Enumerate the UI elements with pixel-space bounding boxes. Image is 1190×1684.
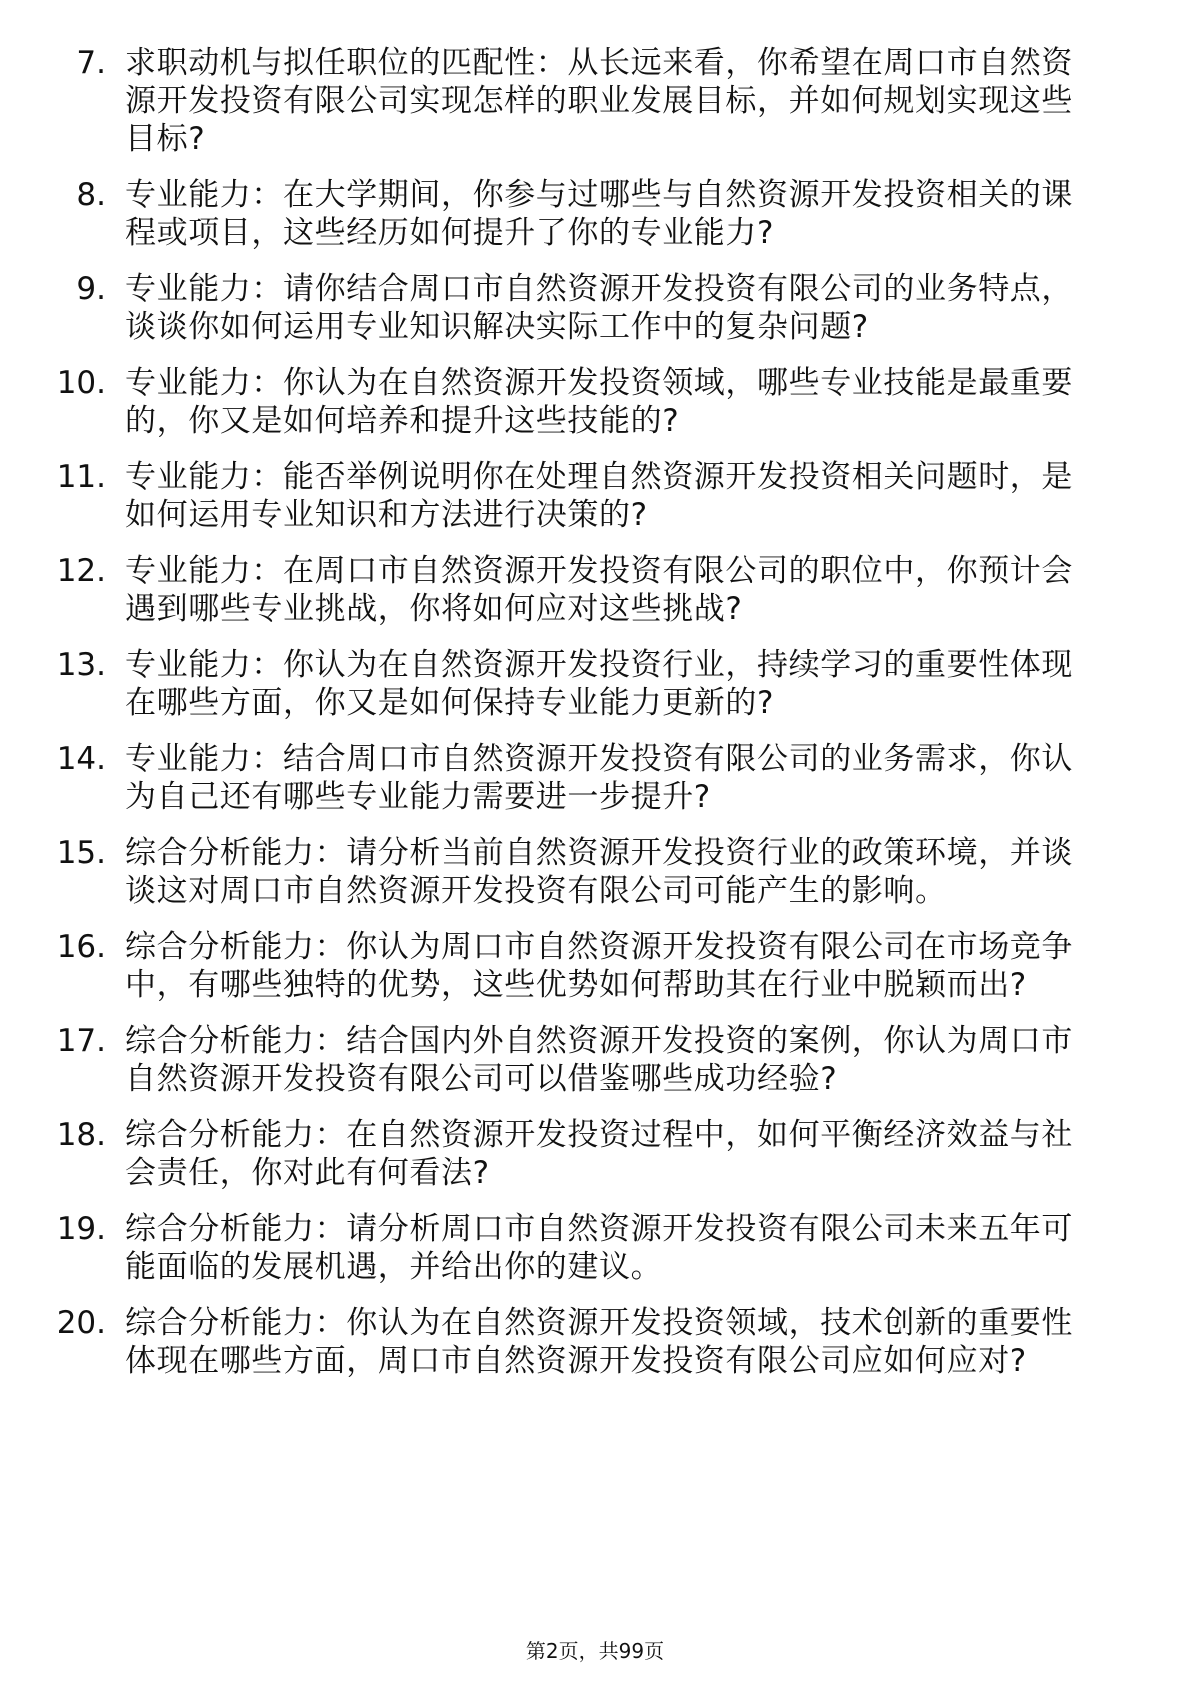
question-number: 19. — [56, 1211, 106, 1247]
question-number: 20. — [56, 1305, 106, 1341]
question-item — [0, 1022, 1190, 1098]
question-item — [0, 1304, 1190, 1380]
question-text: 专业能力：在大学期间，你参与过哪些与自然资源开发投资相关的课程或项目，这些经历如何提升了你的专业能力? — [125, 177, 1073, 251]
question-list — [0, 44, 1190, 1398]
question-text: 综合分析能力：结合国内外自然资源开发投资的案例，你认为周口市自然资源开发投资有限公司可以借鉴哪些成功经验? — [125, 1023, 1073, 1097]
question-item — [0, 834, 1190, 910]
question-text: 专业能力：结合周口市自然资源开发投资有限公司的业务需求，你认为自己还有哪些专业能力需要进一步提升? — [125, 741, 1073, 815]
question-item — [0, 740, 1190, 816]
question-item — [0, 552, 1190, 628]
question-text: 综合分析能力：请分析当前自然资源开发投资行业的政策环境，并谈谈这对周口市自然资源开发投资有限公司可能产生的影响。 — [125, 835, 1073, 909]
question-item — [0, 270, 1190, 346]
question-item — [0, 928, 1190, 1004]
question-number: 9. — [76, 271, 106, 307]
question-item — [0, 458, 1190, 534]
question-number: 10. — [56, 365, 106, 401]
question-item — [0, 1210, 1190, 1286]
question-text: 综合分析能力：你认为周口市自然资源开发投资有限公司在市场竞争中，有哪些独特的优势，这些优势如何帮助其在行业中脱颖而出? — [125, 929, 1073, 1003]
page-number-footer: 第2页，共99页 — [525, 1639, 665, 1663]
question-text: 专业能力：你认为在自然资源开发投资领域，哪些专业技能是最重要的，你又是如何培养和提升这些技能的? — [125, 365, 1073, 439]
question-item — [0, 176, 1190, 252]
question-text: 专业能力：请你结合周口市自然资源开发投资有限公司的业务特点，谈谈你如何运用专业知识解决实际工作中的复杂问题? — [125, 271, 1073, 345]
question-text: 综合分析能力：在自然资源开发投资过程中，如何平衡经济效益与社会责任，你对此有何看法? — [125, 1117, 1073, 1191]
question-number: 8. — [76, 177, 106, 213]
question-item — [0, 646, 1190, 722]
question-text: 专业能力：能否举例说明你在处理自然资源开发投资相关问题时，是如何运用专业知识和方法进行决策的? — [125, 459, 1073, 533]
question-number: 17. — [56, 1023, 106, 1059]
question-number: 15. — [56, 835, 106, 871]
question-number: 16. — [56, 929, 106, 965]
question-number: 13. — [56, 647, 106, 683]
question-text: 专业能力：在周口市自然资源开发投资有限公司的职位中，你预计会遇到哪些专业挑战，你将如何应对这些挑战? — [125, 553, 1073, 627]
question-text: 专业能力：你认为在自然资源开发投资行业，持续学习的重要性体现在哪些方面，你又是如何保持专业能力更新的? — [125, 647, 1073, 721]
question-number: 12. — [56, 553, 106, 589]
question-item — [0, 364, 1190, 440]
question-item — [0, 1116, 1190, 1192]
question-text: 求职动机与拟任职位的匹配性：从长远来看，你希望在周口市自然资源开发投资有限公司实现怎样的职业发展目标，并如何规划实现这些目标? — [125, 45, 1073, 157]
question-number: 11. — [56, 459, 106, 495]
question-text: 综合分析能力：请分析周口市自然资源开发投资有限公司未来五年可能面临的发展机遇，并给出你的建议。 — [125, 1211, 1073, 1285]
question-number: 7. — [76, 45, 106, 81]
question-text: 综合分析能力：你认为在自然资源开发投资领域，技术创新的重要性体现在哪些方面，周口市自然资源开发投资有限公司应如何应对? — [125, 1305, 1073, 1379]
question-number: 14. — [56, 741, 106, 777]
question-number: 18. — [56, 1117, 106, 1153]
question-item — [0, 44, 1190, 158]
